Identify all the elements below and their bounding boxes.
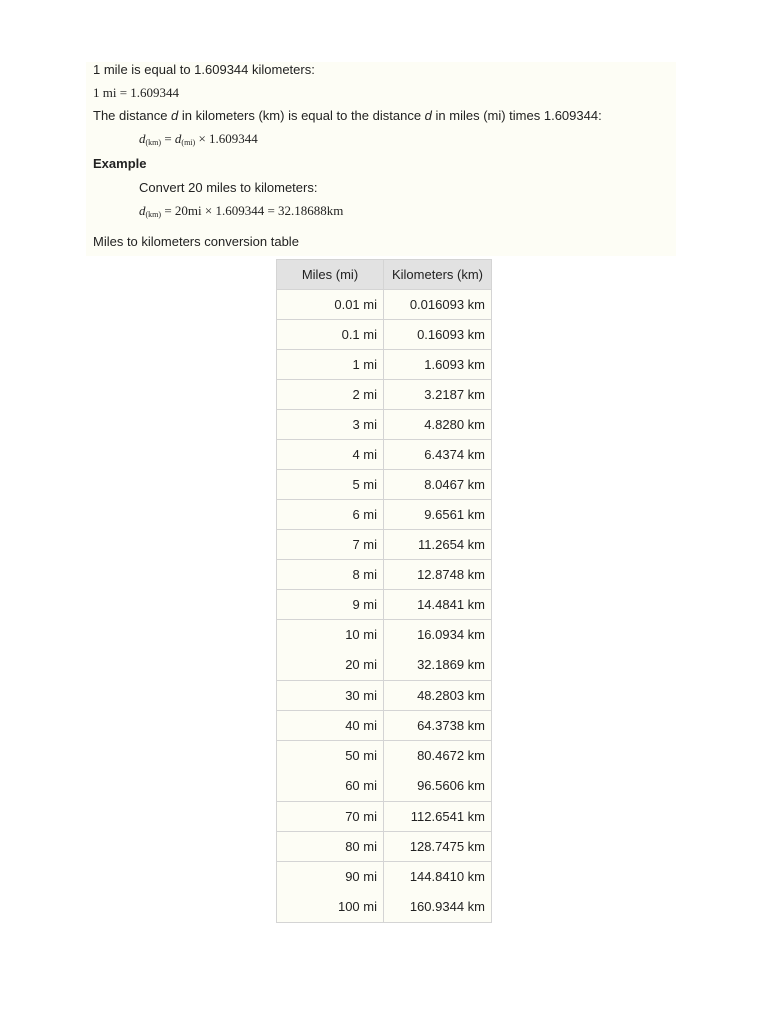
formula-var-2: d — [174, 131, 182, 146]
example-text: Convert 20 miles to kilometers: — [139, 180, 318, 195]
example-formula — [139, 203, 343, 219]
miles-cell: 0.01 mi — [277, 290, 384, 320]
km-cell: 0.16093 km — [384, 320, 492, 350]
example-heading: Example — [93, 156, 147, 171]
miles-cell: 30 mi — [277, 681, 384, 711]
km-cell: 4.8280 km — [384, 410, 492, 440]
miles-cell: 60 mi — [345, 778, 377, 793]
miles-cell-pair — [277, 620, 384, 681]
intro-statement: 1 mile is equal to 1.609344 kilometers: — [93, 62, 315, 77]
km-cell-pair — [384, 741, 492, 802]
table-row — [277, 560, 492, 590]
distance-variable-2: d — [424, 108, 432, 123]
table-row — [277, 290, 492, 320]
km-cell-pair — [384, 620, 492, 681]
miles-cell-pair — [277, 862, 384, 923]
miles-cell: 8 mi — [277, 560, 384, 590]
km-cell: 12.8748 km — [384, 560, 492, 590]
miles-cell: 20 mi — [345, 657, 377, 672]
distance-text-mid: in kilometers (km) is equal to the distance — [178, 108, 425, 123]
example-formula-rest: = 20mi × 1.609344 = 32.18688km — [161, 203, 344, 218]
table-row — [277, 410, 492, 440]
table-row — [277, 711, 492, 741]
table-row — [277, 500, 492, 530]
table-caption: Miles to kilometers conversion table — [93, 234, 299, 249]
miles-cell: 0.1 mi — [277, 320, 384, 350]
table-row-group — [277, 741, 492, 802]
km-cell: 96.5606 km — [417, 778, 485, 793]
miles-cell: 4 mi — [277, 440, 384, 470]
table-header-row — [277, 260, 492, 290]
table-row — [277, 320, 492, 350]
table-row — [277, 440, 492, 470]
km-cell: 11.2654 km — [384, 530, 492, 560]
distance-text-post: in miles (mi) times 1.609344: — [431, 108, 602, 123]
km-cell: 64.3738 km — [384, 711, 492, 741]
km-cell: 9.6561 km — [384, 500, 492, 530]
example-formula-sub-km: (km) — [145, 210, 162, 219]
km-cell: 48.2803 km — [384, 681, 492, 711]
table-row — [277, 470, 492, 500]
table-row — [277, 380, 492, 410]
miles-cell-pair — [277, 741, 384, 802]
conversion-table — [276, 259, 492, 923]
miles-cell: 6 mi — [277, 500, 384, 530]
table-row — [277, 681, 492, 711]
intro-equation: 1 mi = 1.609344 — [93, 85, 180, 100]
km-cell: 32.1869 km — [417, 657, 485, 672]
distance-variable: d — [171, 108, 179, 123]
formula-eq: = — [161, 131, 175, 146]
table-row — [277, 530, 492, 560]
miles-cell: 90 mi — [345, 869, 377, 884]
miles-cell: 7 mi — [277, 530, 384, 560]
formula-sub-mi: (mi) — [181, 138, 196, 147]
km-cell: 1.6093 km — [384, 350, 492, 380]
table-row — [277, 802, 492, 832]
miles-cell: 70 mi — [277, 802, 384, 832]
formula-rest: × 1.609344 — [195, 131, 258, 146]
km-cell: 3.2187 km — [384, 380, 492, 410]
km-cell: 16.0934 km — [417, 627, 485, 642]
miles-cell: 3 mi — [277, 410, 384, 440]
example-formula-var: d — [139, 203, 146, 218]
formula-var: d — [139, 131, 146, 146]
miles-cell: 80 mi — [277, 832, 384, 862]
distance-text-pre: The distance — [93, 108, 172, 123]
km-cell: 112.6541 km — [384, 802, 492, 832]
table-row-group — [277, 620, 492, 681]
km-cell: 80.4672 km — [417, 748, 485, 763]
km-cell: 14.4841 km — [384, 590, 492, 620]
miles-cell: 9 mi — [277, 590, 384, 620]
km-cell: 0.016093 km — [384, 290, 492, 320]
miles-cell: 10 mi — [345, 627, 377, 642]
km-cell: 6.4374 km — [384, 440, 492, 470]
km-cell-pair — [384, 862, 492, 923]
miles-cell: 2 mi — [277, 380, 384, 410]
km-cell: 128.7475 km — [384, 832, 492, 862]
km-cell: 8.0467 km — [384, 470, 492, 500]
km-cell: 160.9344 km — [409, 899, 485, 914]
table-row-group — [277, 862, 492, 923]
miles-cell: 100 mi — [337, 899, 377, 914]
table-row — [277, 350, 492, 380]
km-cell: 144.8410 km — [409, 869, 485, 884]
table-row — [277, 590, 492, 620]
miles-cell: 50 mi — [345, 748, 377, 763]
header-kilometers: Kilometers (km) — [384, 260, 492, 290]
miles-cell: 40 mi — [277, 711, 384, 741]
distance-description — [93, 108, 602, 123]
conversion-formula — [139, 131, 258, 147]
formula-sub-km: (km) — [145, 138, 162, 147]
table-row — [277, 832, 492, 862]
header-miles: Miles (mi) — [277, 260, 384, 290]
miles-cell: 5 mi — [277, 470, 384, 500]
miles-cell: 1 mi — [277, 350, 384, 380]
